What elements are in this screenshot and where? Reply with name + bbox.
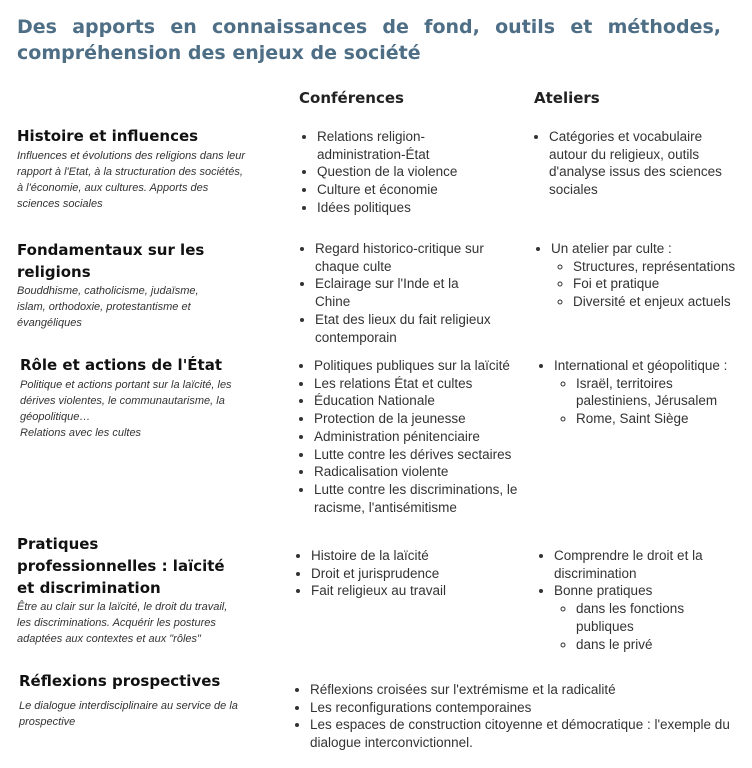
list-item [554,582,716,653]
sub-list-item: ◦ dans les fonctions publiques [576,600,716,635]
theme-title: Pratiques professionnelles : laïcité et discrimination [17,535,225,597]
list-item: • Administration pénitenciaire [314,428,526,446]
list-item-label: Un atelier par culte : [551,241,672,256]
list-item: • Comprendre le droit et la discrimination [554,547,716,582]
sub-list-item: ◦ Diversité et enjeux actuels [573,293,743,311]
ateliers-list [531,128,731,199]
sub-list-item: ◦ Foi et pratique [573,275,743,293]
list-item: • Réflexions croisées sur l'extrémisme et la radicalité [310,681,742,699]
list-item: • Les relations État et cultes [314,375,526,393]
list-item: • Culture et économie [317,181,499,199]
theme-description: Le dialogue interdisciplinaire au service de la prospective [19,700,238,728]
theme-title: Fondamentaux sur les religions [17,241,205,281]
ateliers-list [533,240,743,311]
theme-block [17,125,247,212]
theme-title: Histoire et influences [17,127,199,145]
list-item: • Les espaces de construction citoyenne et démocratique : l'exemple du dialogue interconvictionnel. [310,716,742,751]
sub-list-item: ◦ dans le privé [576,636,716,654]
list-item: • Lutte contre les dérives sectaires [314,446,526,464]
theme-description-extra: Relations avec les cultes [20,427,142,439]
conferences-list [299,128,499,217]
sub-list-item: ◦ Structures, représentations [573,258,743,276]
list-item: • Relations religion-administration-État [317,128,499,163]
ateliers-list [536,357,731,428]
theme-block [19,670,239,730]
conferences-list [293,547,513,600]
list-item: • Histoire de la laïcité [311,547,513,565]
list-item: • Protection de la jeunesse [314,410,526,428]
list-item: • Question de la violence [317,163,499,181]
column-header-ateliers: Ateliers [534,89,600,107]
list-item: • Droit et jurisprudence [311,565,513,583]
list-item: • Eclairage sur l'Inde et la Chine [315,275,497,310]
list-item-label: International et géopolitique : [554,358,728,373]
list-item-label: Bonne pratiques [554,583,653,599]
list-item: • Etat des lieux du fait religieux contemporain [315,311,497,346]
list-item: • Catégories et vocabulaire autour du religieux, outils d'analyse issus des sciences sociales [549,128,731,199]
sub-list-item: ◦ Israël, territoires palestiniens, Jérusalem [576,375,731,410]
list-item: • Éducation Nationale [314,392,526,410]
list-item: • Regard historico-critique sur chaque culte [315,240,497,275]
theme-description: Être au clair sur la laïcité, le droit du travail, les discriminations. Acquérir les postures adaptées aux contextes et aux "rôles" [17,601,228,645]
list-item: • Politiques publiques sur la laïcité [314,357,526,375]
page-title: Des apports en connaissances de fond, outils et méthodes, compréhension des enjeux de société [17,16,721,64]
list-item [554,357,731,428]
theme-description: Influences et évolutions des religions dans leur rapport à l'Etat, à la structuration des sociétés, à l'économie, aux cultures. Apports des sciences sociales [17,150,246,210]
list-item: • Idées politiques [317,199,499,217]
theme-block [17,533,232,647]
list-item: • Lutte contre les discriminations, le racisme, l'antisémitisme [314,481,526,516]
list-item: • Les reconfigurations contemporaines [310,699,742,717]
theme-description: Bouddhisme, catholicisme, judaïsme, islam, orthodoxie, protestantisme et évangéliques [17,285,199,329]
ateliers-list [536,547,716,653]
shared-list [292,681,742,752]
list-item [551,240,743,311]
theme-description: Politique et actions portant sur la laïcité, les dérives violentes, le communautarisme, la géopolitique… [20,379,232,423]
theme-title: Réflexions prospectives [19,672,221,690]
list-item: • Radicalisation violente [314,463,526,481]
list-item: • Fait religieux au travail [311,582,513,600]
column-header-conferences: Conférences [299,89,404,107]
sub-list-item: ◦ Rome, Saint Siège [576,410,731,428]
conferences-list [297,240,497,346]
theme-block [17,239,217,331]
theme-title: Rôle et actions de l'État [20,356,222,374]
conferences-list [296,357,526,516]
theme-block [20,354,250,441]
